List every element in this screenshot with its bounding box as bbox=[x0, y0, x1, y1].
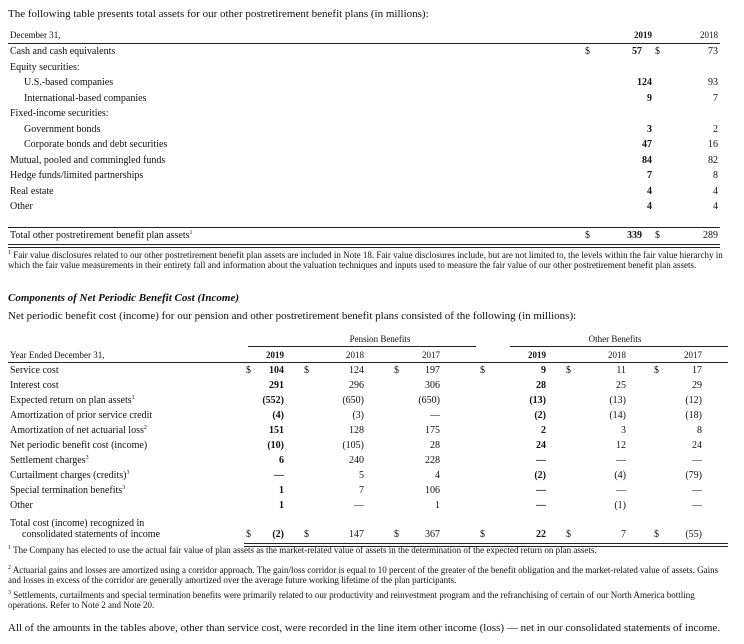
cost-row-label: Net periodic benefit cost (income) bbox=[10, 440, 148, 451]
cost-total-value: 147 bbox=[349, 529, 364, 540]
cost-value: 28 bbox=[430, 440, 440, 451]
cost-total-label-1: Total cost (income) recognized in bbox=[10, 518, 145, 529]
cost-row-label: Amortization of net actuarial loss$^2$ bbox=[10, 425, 147, 436]
assets-row-label: Cash and cash equivalents bbox=[10, 46, 116, 57]
cost-value: (1) bbox=[614, 500, 626, 511]
assets-row-label: Fixed-income securities: bbox=[10, 108, 109, 119]
cost-total-currency: $ bbox=[480, 529, 485, 540]
cost-year-header: 2019 bbox=[528, 350, 546, 360]
cost-value: 291 bbox=[269, 380, 284, 391]
cost-value: 1 bbox=[435, 500, 440, 511]
assets-value-2018: 82 bbox=[708, 154, 718, 166]
cost-value: 24 bbox=[692, 440, 702, 451]
assets-total-currency-2018: $ bbox=[655, 230, 660, 241]
cost-total-label-2: consolidated statements of income bbox=[22, 529, 161, 540]
cost-value: (4) bbox=[272, 410, 284, 421]
cost-value: 106 bbox=[425, 485, 440, 496]
cost-total-value: 7 bbox=[621, 529, 626, 540]
assets-header-label: December 31, bbox=[10, 30, 61, 40]
assets-value-2019: 57 bbox=[632, 46, 642, 57]
cost-header-label: Year Ended December 31, bbox=[10, 350, 105, 360]
cost-value: (650) bbox=[342, 395, 364, 406]
cost-value: 4 bbox=[435, 470, 440, 481]
assets-value-2018: 16 bbox=[708, 139, 718, 150]
assets-value-2019: 3 bbox=[647, 123, 652, 135]
assets-total-currency-2019: $ bbox=[585, 230, 590, 241]
cost-value: 28 bbox=[536, 380, 546, 391]
cost-currency: $ bbox=[566, 365, 571, 376]
cost-total-value: 367 bbox=[425, 529, 440, 540]
cost-value: 5 bbox=[359, 470, 364, 481]
cost-year-header: 2017 bbox=[422, 350, 440, 360]
cost-total-currency: $ bbox=[394, 529, 399, 540]
cost-currency: $ bbox=[480, 365, 485, 376]
cost-value: — bbox=[616, 455, 626, 466]
cost-value: 1 bbox=[279, 485, 284, 496]
other-benefits-header: Other Benefits bbox=[588, 334, 642, 344]
cost-value: — bbox=[692, 485, 702, 496]
cost-value: (3) bbox=[352, 410, 364, 421]
cost-value: — bbox=[692, 500, 702, 511]
cost-value: (10) bbox=[267, 440, 284, 451]
cost-value: — bbox=[616, 485, 626, 496]
cost-value: 11 bbox=[616, 365, 626, 376]
cost-value: 151 bbox=[269, 425, 284, 436]
assets-row-label: Mutual, pooled and commingled funds bbox=[10, 154, 166, 166]
assets-value-2019: 9 bbox=[647, 92, 652, 104]
cost-value: (12) bbox=[685, 395, 702, 406]
cost-value: 24 bbox=[536, 440, 546, 451]
assets-row-label: Real estate bbox=[10, 185, 54, 197]
assets-row-label: U.S.-based companies bbox=[24, 77, 114, 88]
cost-value: — bbox=[536, 485, 546, 496]
cost-value: — bbox=[274, 470, 284, 481]
cost-value: — bbox=[536, 500, 546, 511]
assets-value-2019: 4 bbox=[647, 201, 652, 212]
cost-value: 8 bbox=[697, 425, 702, 436]
assets-row-label: Equity securities: bbox=[10, 61, 80, 73]
assets-value-2019: 4 bbox=[647, 185, 652, 197]
assets-currency-2018: $ bbox=[655, 46, 660, 57]
cost-currency: $ bbox=[654, 365, 659, 376]
cost-value: 175 bbox=[425, 425, 440, 436]
cost-year-header: 2017 bbox=[684, 350, 702, 360]
cost-row-label: Settlement charges$^3$ bbox=[10, 455, 89, 466]
cost-footnote: $^3$ Settlements, curtailments and special termination benefits were primarily related to our productivity and reinvestment program and the refranchising of certain of our North America bottling operations. Refer to Note 2 and Note 20. bbox=[8, 590, 695, 610]
cost-row-label: Expected return on plan assets$^1$ bbox=[10, 395, 135, 406]
cost-value: 197 bbox=[425, 365, 440, 376]
cost-value: — bbox=[430, 410, 440, 421]
cost-total-currency: $ bbox=[304, 529, 309, 540]
cost-value: 25 bbox=[616, 380, 626, 391]
assets-row-label: Other bbox=[10, 201, 33, 212]
cost-total-currency: $ bbox=[246, 529, 251, 540]
cost-value: (105) bbox=[342, 440, 364, 451]
cost-row-label: Service cost bbox=[10, 365, 59, 376]
cost-value: 3 bbox=[621, 425, 626, 436]
assets-year-2018: 2018 bbox=[700, 30, 718, 40]
cost-value: — bbox=[536, 455, 546, 466]
cost-value: (2) bbox=[534, 470, 546, 481]
cost-year-header: 2019 bbox=[266, 350, 284, 360]
cost-value: 12 bbox=[616, 440, 626, 451]
cost-value: 6 bbox=[279, 455, 284, 466]
assets-total-2019: 339 bbox=[627, 230, 642, 241]
cost-value: (552) bbox=[262, 395, 284, 406]
cost-currency: $ bbox=[246, 365, 251, 376]
intro2-text: Net periodic benefit cost (income) for our pension and other postretirement benefit plans consisted of the following (in millions): bbox=[8, 310, 577, 322]
assets-row-label: International-based companies bbox=[24, 92, 147, 104]
assets-footnote: $^1$ Fair value disclosures related to our other postretirement benefit plan assets are included in Note 18. Fair value disclosures include, but are not limited to, the levels within the fair value hierarchy in which the fair value measurements in their entirety fall and information about the valuation techniques and inputs used to measure the fair value of our other postretirement benefit plan assets. bbox=[8, 250, 723, 270]
assets-value-2018: 93 bbox=[708, 77, 718, 88]
closing-text: All of the amounts in the tables above, other than service cost, were recorded in the line item other income (loss) — net in our consolidated statements of income. bbox=[8, 622, 721, 634]
cost-value: 228 bbox=[425, 455, 440, 466]
cost-total-value: 22 bbox=[536, 529, 546, 540]
cost-total-value: (55) bbox=[685, 529, 702, 540]
cost-value: 29 bbox=[692, 380, 702, 391]
assets-value-2019: 124 bbox=[637, 77, 652, 88]
cost-row-label: Curtailment charges (credits)$^3$ bbox=[10, 470, 130, 481]
cost-currency: $ bbox=[394, 365, 399, 376]
cost-footnote: $^1$ The Company has elected to use the actual fair value of plan assets as the market-related value of assets in the determination of the expected return on plan assets. bbox=[8, 545, 597, 555]
assets-total-2018: 289 bbox=[703, 230, 718, 241]
assets-value-2018: 4 bbox=[713, 201, 718, 212]
assets-value-2018: 4 bbox=[713, 185, 718, 197]
intro-text: The following table presents total assets for our other postretirement benefit plans (in millions): bbox=[8, 8, 429, 20]
cost-value: 124 bbox=[349, 365, 364, 376]
cost-value: (13) bbox=[609, 395, 626, 406]
cost-value: (14) bbox=[609, 410, 626, 421]
section-title: Components of Net Periodic Benefit Cost (Income) bbox=[8, 292, 239, 304]
assets-value-2018: 7 bbox=[713, 92, 718, 104]
cost-value: 9 bbox=[541, 365, 546, 376]
assets-year-2019: 2019 bbox=[634, 30, 652, 40]
cost-value: 296 bbox=[349, 380, 364, 391]
cost-value: 128 bbox=[349, 425, 364, 436]
cost-footnote: $^2$ Actuarial gains and losses are amortized using a corridor approach. The gain/loss corridor is equal to 10 percent of the greater of the benefit obligation and the market-related value of assets. Gains and losses in excess of the corridor are generally amortized over the average future working lifetime of the plan participants. bbox=[8, 565, 719, 585]
cost-total-value: (2) bbox=[272, 529, 284, 540]
pension-benefits-header: Pension Benefits bbox=[349, 334, 411, 344]
assets-row-label: Corporate bonds and debt securities bbox=[24, 139, 168, 150]
cost-value: (13) bbox=[529, 395, 546, 406]
cost-value: — bbox=[354, 500, 364, 511]
cost-value: 104 bbox=[269, 365, 284, 376]
assets-value-2018: 73 bbox=[708, 46, 718, 57]
assets-value-2019: 84 bbox=[642, 154, 652, 166]
cost-row-label: Amortization of prior service credit bbox=[10, 410, 153, 421]
cost-value: 17 bbox=[692, 365, 702, 376]
assets-row-label: Hedge funds/limited partnerships bbox=[10, 170, 144, 181]
assets-value-2018: 8 bbox=[713, 170, 718, 181]
cost-value: — bbox=[692, 455, 702, 466]
cost-year-header: 2018 bbox=[346, 350, 364, 360]
cost-year-header: 2018 bbox=[608, 350, 626, 360]
cost-total-currency: $ bbox=[654, 529, 659, 540]
cost-value: (4) bbox=[614, 470, 626, 481]
cost-value: 306 bbox=[425, 380, 440, 391]
assets-total-label: Total other postretirement benefit plan assets$^1$ bbox=[10, 230, 193, 241]
cost-row-label: Interest cost bbox=[10, 380, 59, 391]
assets-value-2019: 47 bbox=[642, 139, 652, 150]
assets-value-2018: 2 bbox=[713, 123, 718, 135]
cost-value: 1 bbox=[279, 500, 284, 511]
cost-value: (18) bbox=[685, 410, 702, 421]
assets-currency-2019: $ bbox=[585, 46, 590, 57]
cost-value: 7 bbox=[359, 485, 364, 496]
cost-value: (2) bbox=[534, 410, 546, 421]
cost-row-label: Special termination benefits$^3$ bbox=[10, 485, 126, 496]
cost-value: (79) bbox=[685, 470, 702, 481]
cost-value: 2 bbox=[541, 425, 546, 436]
assets-value-2019: 7 bbox=[647, 170, 652, 181]
cost-total-currency: $ bbox=[566, 529, 571, 540]
cost-value: 240 bbox=[349, 455, 364, 466]
assets-row-label: Government bonds bbox=[24, 123, 101, 135]
cost-value: (650) bbox=[418, 395, 440, 406]
cost-row-label: Other bbox=[10, 500, 33, 511]
cost-currency: $ bbox=[304, 365, 309, 376]
